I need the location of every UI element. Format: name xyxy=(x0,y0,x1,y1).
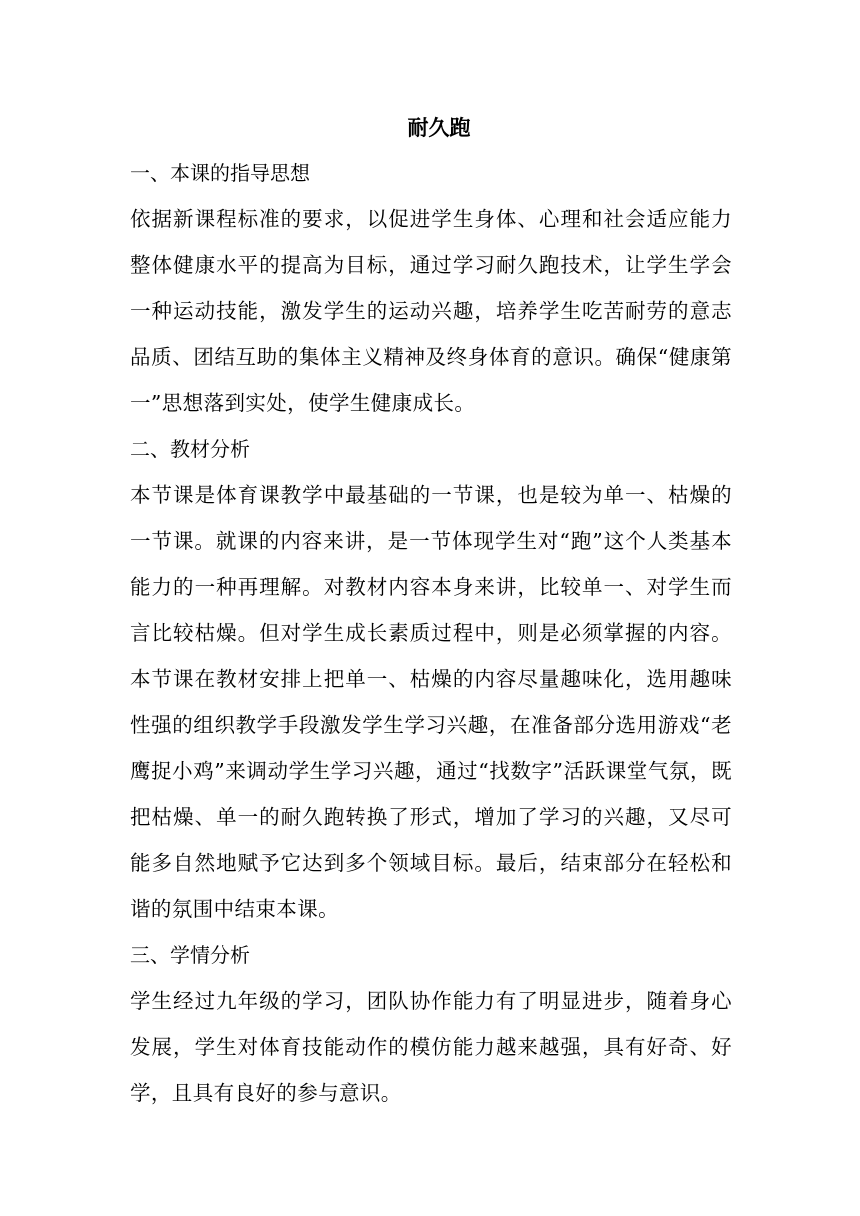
section-heading-material-analysis: 二、教材分析 xyxy=(130,437,250,461)
document-body xyxy=(130,106,732,1116)
section-paragraph-student-analysis: 学生经过九年级的学习，团队协作能力有了明显进步，随着身心发展，学生对体育技能动作的模仿能力越来越强，具有好奇、好学，且具有良好的参与意识。 xyxy=(130,989,732,1105)
section-heading-guiding-ideology: 一、本课的指导思想 xyxy=(130,161,310,185)
document-title: 耐久跑 xyxy=(407,115,471,140)
section-heading-student-analysis: 三、学情分析 xyxy=(130,943,250,967)
section-paragraph-material-analysis: 本节课是体育课教学中最基础的一节课，也是较为单一、枯燥的一节课。就课的内容来讲，是一节体现学生对“跑”这个人类基本能力的一种再理解。对教材内容本身来讲，比较单一、对学生而言比较枯燥。但对学生成长素质过程中，则是必须掌握的内容。本节课在教材安排上把单一、枯燥的内容尽量趣味化，选用趣味性强的组织教学手段激发学生学习兴趣，在准备部分选用游戏“老鹰捉小鸡”来调动学生学习兴趣，通过“找数字”活跃课堂气氛，既把枯燥、单一的耐久跑转换了形式，增加了学习的兴趣，又尽可能多自然地赋予它达到多个领域目标。最后，结束部分在轻松和谐的氛围中结束本课。 xyxy=(130,483,732,921)
section-paragraph-guiding-ideology: 依据新课程标准的要求，以促进学生身体、心理和社会适应能力整体健康水平的提高为目标，通过学习耐久跑技术，让学生学会一种运动技能，激发学生的运动兴趣，培养学生吃苦耐劳的意志品质、团结互助的集体主义精神及终身体育的意识。确保“健康第一”思想落到实处，使学生健康成长。 xyxy=(130,207,732,415)
